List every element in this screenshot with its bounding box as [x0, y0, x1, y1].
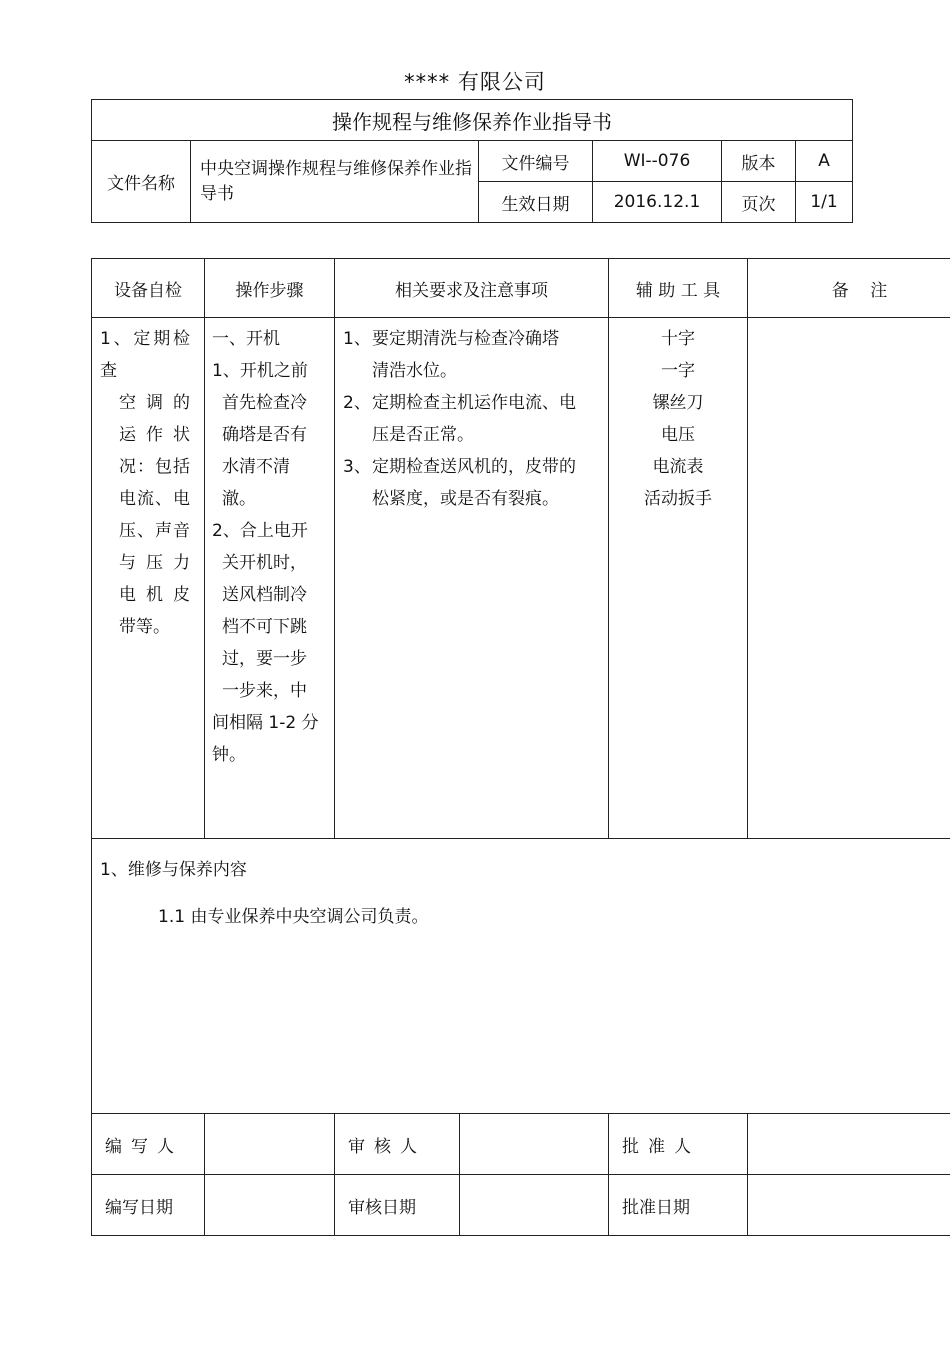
requirement-number: 3、 — [343, 457, 371, 477]
review-date-split — [335, 1175, 609, 1236]
writer-label: 编写人 — [92, 1114, 205, 1175]
col-steps: 操作步骤 — [205, 259, 335, 318]
reviewer-label: 审核人 — [335, 1114, 460, 1174]
step-line: 确塔是否有 — [222, 425, 307, 445]
tool-item: 活动扳手 — [644, 489, 712, 509]
col-tools: 辅 助 工 具 — [609, 259, 748, 318]
review-date-value — [460, 1175, 608, 1235]
tool-item: 一字 — [661, 361, 695, 381]
approver-label: 批准人 — [609, 1114, 748, 1175]
step-line: 澈。 — [222, 489, 256, 509]
self-check-line: 电机皮 — [119, 585, 190, 605]
maintenance-item: 1.1 由专业保养中央空调公司负责。 — [158, 907, 429, 927]
self-check-cell — [92, 318, 205, 839]
step-line: 水清不清 — [222, 457, 290, 477]
step-line: 间相隔 1-2 分 — [212, 713, 319, 733]
approve-date-value — [748, 1175, 950, 1236]
doc-title: 操作规程与维修保养作业指导书 — [92, 100, 853, 141]
self-check-line: 与压力 — [119, 553, 190, 573]
step-line: 首先检查冷 — [222, 393, 307, 413]
step-line: 钟。 — [212, 745, 246, 765]
effective-date-label: 生效日期 — [479, 182, 593, 223]
self-check-line: 空调的 — [119, 393, 190, 413]
step-line: 一步来，中 — [222, 681, 307, 701]
reviewer-value — [460, 1114, 608, 1174]
col-remarks: 备 注 — [748, 259, 950, 318]
requirement-item — [335, 387, 608, 419]
reviewer-split — [335, 1114, 609, 1175]
step-line: 送风档制冷 — [222, 585, 307, 605]
remarks-cell — [748, 318, 950, 839]
approver-value — [748, 1114, 950, 1175]
writer-value — [205, 1114, 335, 1175]
self-check-line: 1、定期检查 — [100, 329, 190, 381]
file-name-label: 文件名称 — [92, 141, 191, 223]
col-self-check: 设备自检 — [92, 259, 205, 318]
requirement-number: 1、 — [343, 329, 371, 349]
version-value: A — [796, 141, 853, 182]
maintenance-heading: 1、维修与保养内容 — [100, 860, 247, 880]
page-label: 页次 — [722, 182, 796, 223]
requirement-text: 压是否正常。 — [372, 425, 474, 445]
self-check-line: 电流、电 — [119, 489, 190, 509]
tool-item: 镙丝刀 — [652, 393, 704, 413]
self-check-line: 带等。 — [119, 617, 170, 637]
requirements-cell — [335, 318, 609, 839]
step-line: 过，要一步 — [222, 649, 307, 669]
company-name: **** 有限公司 — [404, 70, 546, 94]
requirement-item — [335, 451, 608, 483]
step-line: 一、开机 — [212, 329, 280, 349]
requirement-text: 松紧度，或是否有裂痕。 — [372, 489, 559, 509]
requirement-text: 定期检查主机运作电流、电 — [372, 393, 576, 413]
steps-cell — [205, 318, 335, 839]
step-line: 1、开机之前 — [212, 361, 308, 381]
file-name-value: 中央空调操作规程与维修保养作业指导书 — [191, 141, 479, 223]
file-no-label: 文件编号 — [479, 141, 593, 182]
procedure-table — [91, 258, 950, 1236]
review-date-label: 审核日期 — [335, 1175, 460, 1235]
effective-date-value: 2016.12.1 — [593, 182, 722, 223]
requirement-text: 清浩水位。 — [372, 361, 457, 381]
page-value: 1/1 — [796, 182, 853, 223]
approve-date-label: 批准日期 — [609, 1175, 748, 1236]
col-requirements: 相关要求及注意事项 — [335, 259, 609, 318]
tool-item: 十字 — [661, 329, 695, 349]
maintenance-section — [92, 839, 950, 1114]
step-line: 2、合上电开 — [212, 521, 308, 541]
self-check-line: 运作状 — [119, 425, 190, 445]
self-check-line: 压、声音 — [119, 521, 190, 541]
tool-item: 电流表 — [652, 457, 704, 477]
tool-item: 电压 — [661, 425, 695, 445]
requirement-item — [335, 323, 608, 355]
requirement-text: 定期检查送风机的，皮带的 — [372, 457, 576, 477]
write-date-label: 编写日期 — [92, 1175, 205, 1236]
tools-cell — [609, 318, 748, 839]
header-table — [91, 99, 853, 223]
step-line: 档不可下跳 — [222, 617, 307, 637]
step-line: 关开机时， — [222, 553, 307, 573]
version-label: 版本 — [722, 141, 796, 182]
write-date-value — [205, 1175, 335, 1236]
file-no-value: WI--076 — [593, 141, 722, 182]
requirement-text: 要定期清洗与检查冷确塔 — [372, 329, 559, 349]
self-check-line: 况：包括 — [119, 457, 190, 477]
requirement-number: 2、 — [343, 393, 371, 413]
